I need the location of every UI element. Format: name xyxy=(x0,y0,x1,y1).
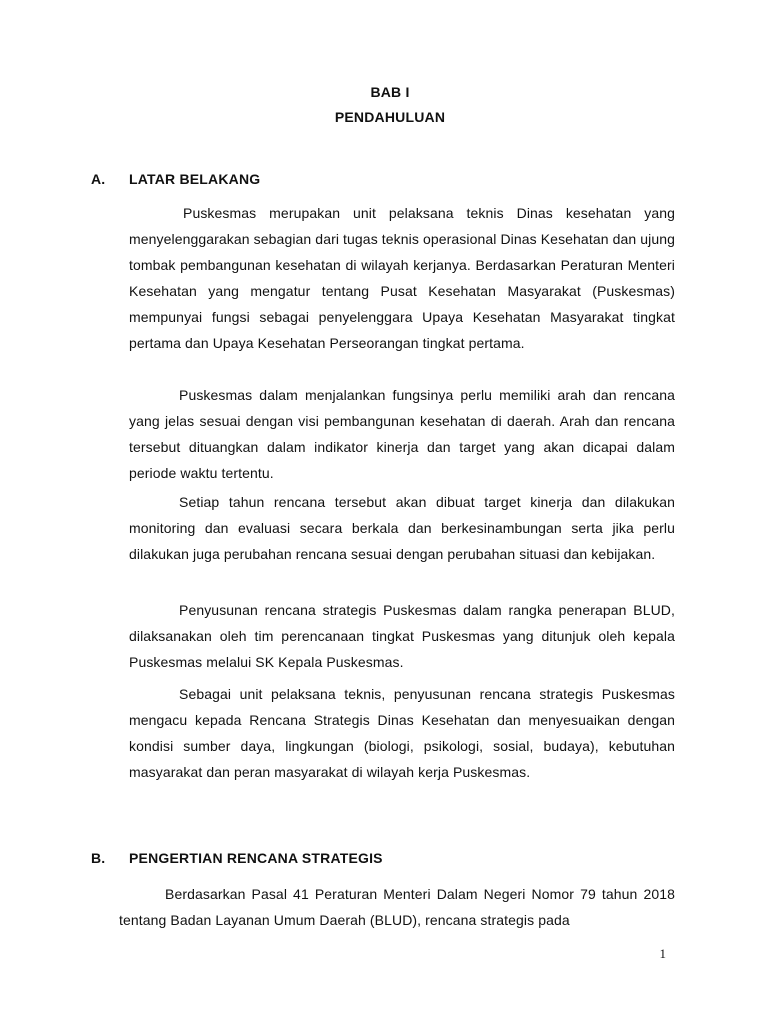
section-b-number: B. xyxy=(91,850,106,866)
section-a-paragraph-5: Sebagai unit pelaksana teknis, penyusunan rencana strategis Puskesmas mengacu kepada Rencana Strategis Dinas Kesehatan dan menyesuaikan dengan kondisi sumber daya, lingkungan (biologi, psikologi, sosial, budaya), kebutuhan masyarakat dan peran masyarakat di wilayah kerja Puskesmas. xyxy=(129,686,675,780)
section-a-paragraph-3: Setiap tahun rencana tersebut akan dibuat target kinerja dan dilakukan monitoring dan evaluasi secara berkala dan berkesinambungan serta jika perlu dilakukan juga perubahan rencana sesuai dengan perubahan situasi dan kebijakan. xyxy=(129,494,675,562)
section-a-number: A. xyxy=(91,171,106,187)
section-a-title: LATAR BELAKANG xyxy=(129,171,261,187)
section-b-title: PENGERTIAN RENCANA STRATEGIS xyxy=(129,850,383,866)
page-number: 1 xyxy=(659,946,666,961)
section-a-paragraph-1: Puskesmas merupakan unit pelaksana teknis Dinas kesehatan yang menyelenggarakan sebagian dari tugas teknis operasional Dinas Kesehatan dan ujung tombak pembangunan kesehatan di wilayah kerjanya. Berdasarkan Peraturan Menteri Kesehatan yang mengatur tentang Pusat Kesehatan Masyarakat (Puskesmas) mempunyai fungsi sebagai penyelenggara Upaya Kesehatan Masyarakat tingkat pertama dan Upaya Kesehatan Perseorangan tingkat pertama. xyxy=(129,205,675,351)
section-a-paragraph-2: Puskesmas dalam menjalankan fungsinya perlu memiliki arah dan rencana yang jelas sesuai dengan visi pembangunan kesehatan di daerah. Arah dan rencana tersebut dituangkan dalam indikator kinerja dan target yang akan dicapai dalam periode waktu tertentu. xyxy=(129,387,675,481)
chapter-label: BAB I xyxy=(370,84,410,100)
section-b-paragraph-1: Berdasarkan Pasal 41 Peraturan Menteri Dalam Negeri Nomor 79 tahun 2018 tentang Badan Layanan Umum Daerah (BLUD), rencana strategis pada xyxy=(119,886,675,928)
section-a-paragraph-4: Penyusunan rencana strategis Puskesmas dalam rangka penerapan BLUD, dilaksanakan oleh tim perencanaan tingkat Puskesmas yang ditunjuk oleh kepala Puskesmas melalui SK Kepala Puskesmas. xyxy=(129,602,675,670)
chapter-title: PENDAHULUAN xyxy=(334,109,446,125)
